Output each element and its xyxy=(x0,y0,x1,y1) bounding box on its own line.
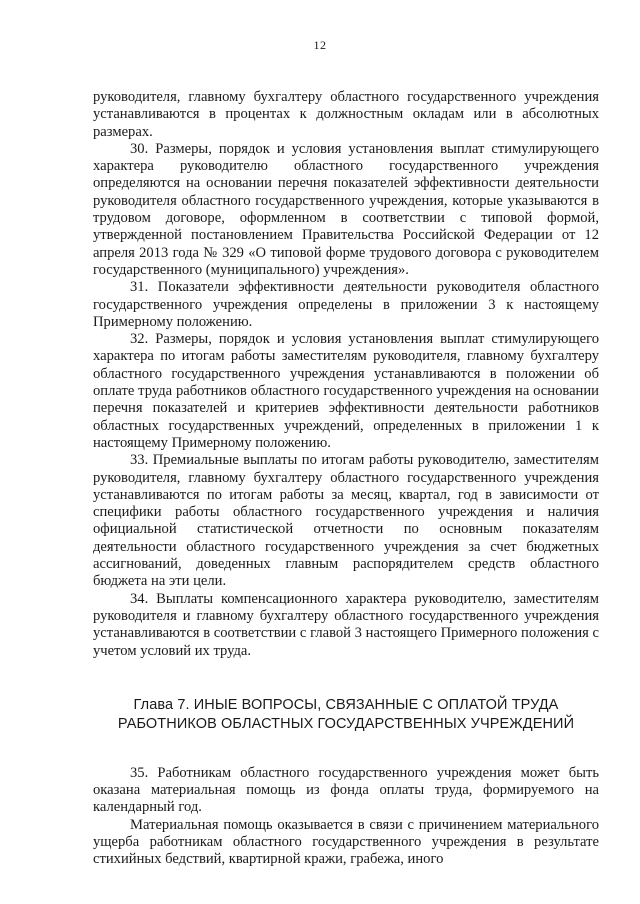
paragraph-32: 32. Размеры, порядок и условия установления выплат стимулирующего характера по итогам работы заместителям руководителя, главному бухгалтеру областного государственного учреждения устанавливаются в положении об оплате труда работников областного государственного учреждения на основании перечня показателей и критериев эффективности деятельности работников областных государственных учреждений, определенных в приложении 1 к настоящему Примерному положению. xyxy=(93,331,599,451)
paragraph-continuation: руководителя, главному бухгалтеру областного государственного учреждения устанавливаются в процентах к должностным окладам или в абсолютных размерах. xyxy=(93,89,599,140)
document-body xyxy=(93,89,599,869)
chapter-heading-line-2: РАБОТНИКОВ ОБЛАСТНЫХ ГОСУДАРСТВЕННЫХ УЧРЕЖДЕНИЙ xyxy=(117,715,575,732)
chapter-heading-line-1: Глава 7. ИНЫЕ ВОПРОСЫ, СВЯЗАННЫЕ С ОПЛАТОЙ ТРУДА xyxy=(133,696,559,713)
paragraph-34: 34. Выплаты компенсационного характера руководителю, заместителям руководителя и главному бухгалтеру областного государственного учреждения устанавливаются в соответствии с главой 3 настоящего Примерного положения с учетом условий их труда. xyxy=(93,590,599,659)
paragraph-31: 31. Показатели эффективности деятельности руководителя областного государственного учреждения определены в приложении 3 к настоящему Примерному положению. xyxy=(93,279,599,330)
paragraph-material-aid: Материальная помощь оказывается в связи с причинением материального ущерба работникам областного государственного учреждения в результате стихийных бедствий, квартирной кражи, грабежа, иного xyxy=(93,816,599,868)
page-number: 12 xyxy=(313,38,327,52)
chapter-heading xyxy=(93,696,599,734)
paragraph-30: 30. Размеры, порядок и условия установления выплат стимулирующего характера руководителю областного государственного учреждения определяются на основании перечня показателей эффективности деятельности руководителя областного государственного учреждения, которые указываются в трудовом договоре, оформленном в соответствии с типовой формой, утвержденной постановлением Правительства Российской Федерации от 12 апреля 2013 года № 329 «О типовой форме трудового договора с руководителем государственного (муниципального) учреждения». xyxy=(93,140,599,278)
paragraph-35: 35. Работникам областного государственного учреждения может быть оказана материальная помощь из фонда оплаты труда, формируемого на календарный год. xyxy=(93,764,599,816)
paragraph-33: 33. Премиальные выплаты по итогам работы руководителю, заместителям руководителя, главному бухгалтеру областного государственного учреждения устанавливаются по итогам работы за месяц, квартал, год в зависимости от специфики работы областного государственного учреждения и наличия официальной статистической отчетности по основным показателям деятельности областного государственного учреждения за счет бюджетных ассигнований, доведенных главным распорядителем средств областного бюджета на эти цели. xyxy=(93,452,599,590)
